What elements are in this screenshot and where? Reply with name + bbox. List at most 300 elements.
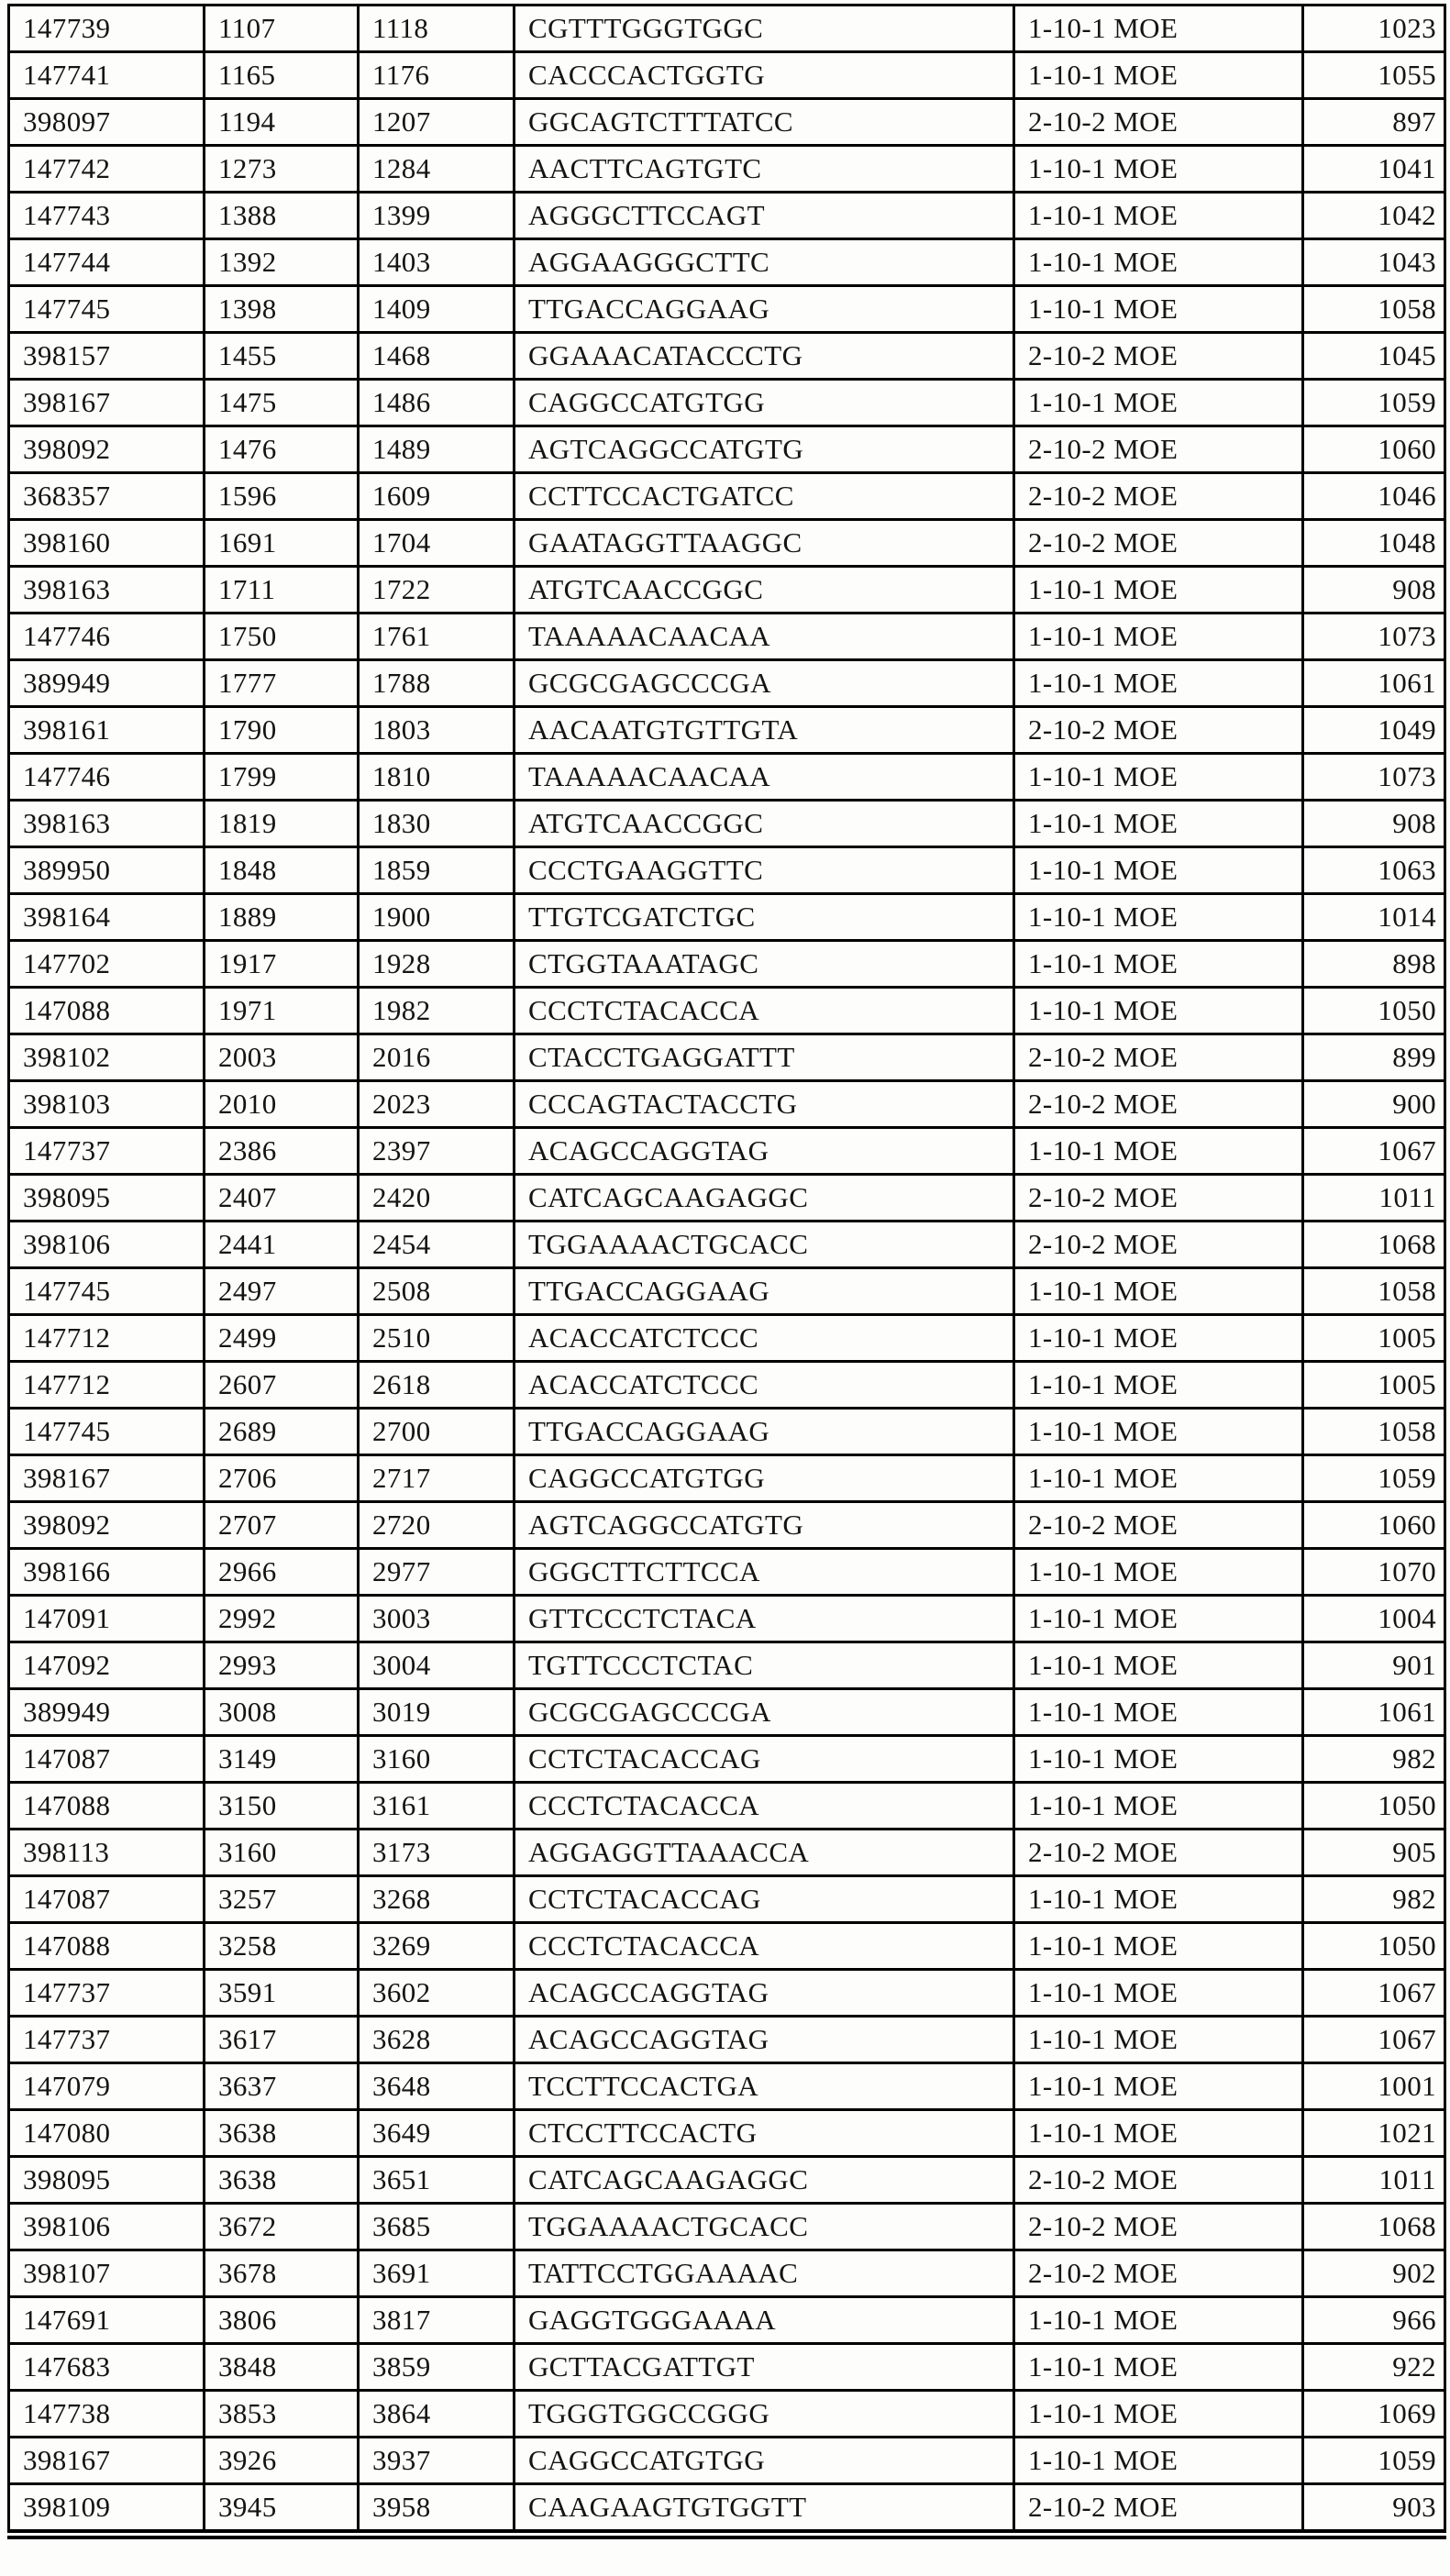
seq-id-no-cell: 1060 [1303, 1502, 1445, 1549]
stop-site-cell: 1176 [359, 52, 515, 99]
seq-id-no-cell: 1059 [1303, 380, 1445, 426]
start-site-cell: 3637 [205, 2063, 359, 2110]
isis-number-cell: 147091 [9, 1596, 205, 1642]
isis-number-cell: 398167 [9, 2438, 205, 2484]
table-row [9, 988, 1445, 1034]
seq-id-no-cell: 1067 [1303, 1128, 1445, 1175]
table-row [9, 2063, 1445, 2110]
start-site-cell: 2707 [205, 1502, 359, 1549]
stop-site-cell: 3160 [359, 1736, 515, 1783]
start-site-cell: 1455 [205, 333, 359, 380]
table-body [9, 6, 1445, 2535]
sequence-cell: CCCTCTACACCA [515, 1783, 1014, 1830]
table-row [9, 1689, 1445, 1736]
table-row [9, 1128, 1445, 1175]
chemistry-cell: 2-10-2 MOE [1014, 2204, 1303, 2250]
start-site-cell: 1889 [205, 894, 359, 941]
chemistry-cell: 1-10-1 MOE [1014, 1268, 1303, 1315]
isis-number-cell: 147712 [9, 1362, 205, 1409]
sequence-cell: CCCAGTACTACCTG [515, 1081, 1014, 1128]
chemistry-cell: 1-10-1 MOE [1014, 1596, 1303, 1642]
stop-site-cell: 1409 [359, 286, 515, 333]
stop-site-cell: 1761 [359, 614, 515, 660]
sequence-cell: CCCTCTACACCA [515, 988, 1014, 1034]
seq-id-no-cell: 1050 [1303, 1783, 1445, 1830]
stop-site-cell: 1704 [359, 520, 515, 567]
table-row [9, 2391, 1445, 2438]
chemistry-cell: 1-10-1 MOE [1014, 2110, 1303, 2157]
chemistry-cell: 2-10-2 MOE [1014, 2157, 1303, 2204]
stop-site-cell: 2700 [359, 1409, 515, 1455]
chemistry-cell: 1-10-1 MOE [1014, 380, 1303, 426]
stop-site-cell: 1207 [359, 99, 515, 146]
table-row [9, 2204, 1445, 2250]
sequence-cell: GGCAGTCTTTATCC [515, 99, 1014, 146]
start-site-cell: 3008 [205, 1689, 359, 1736]
table-row [9, 754, 1445, 801]
stop-site-cell: 3691 [359, 2250, 515, 2297]
table-row [9, 1736, 1445, 1783]
chemistry-cell: 1-10-1 MOE [1014, 941, 1303, 988]
start-site-cell: 1596 [205, 473, 359, 520]
seq-id-no-cell: 899 [1303, 1034, 1445, 1081]
isis-number-cell: 147737 [9, 2017, 205, 2063]
sequence-cell: TAAAAACAACAA [515, 614, 1014, 660]
chemistry-cell: 1-10-1 MOE [1014, 1409, 1303, 1455]
start-site-cell: 1848 [205, 847, 359, 894]
start-site-cell: 1476 [205, 426, 359, 473]
start-site-cell: 3638 [205, 2157, 359, 2204]
start-site-cell: 3257 [205, 1876, 359, 1923]
chemistry-cell: 1-10-1 MOE [1014, 1970, 1303, 2017]
stop-site-cell: 3173 [359, 1830, 515, 1876]
table-row [9, 1222, 1445, 1268]
table-row [9, 1409, 1445, 1455]
sequence-cell: CTGGTAAATAGC [515, 941, 1014, 988]
seq-id-no-cell: 1070 [1303, 1549, 1445, 1596]
isis-number-cell: 147745 [9, 1268, 205, 1315]
isis-number-cell: 398095 [9, 1175, 205, 1222]
table-row [9, 1081, 1445, 1128]
isis-number-cell: 398166 [9, 1549, 205, 1596]
table-row [9, 426, 1445, 473]
chemistry-cell: 1-10-1 MOE [1014, 2344, 1303, 2391]
stop-site-cell: 1810 [359, 754, 515, 801]
table-row [9, 1315, 1445, 1362]
isis-number-cell: 147746 [9, 614, 205, 660]
table-row [9, 801, 1445, 847]
isis-number-cell: 398092 [9, 426, 205, 473]
stop-site-cell: 3958 [359, 2484, 515, 2535]
stop-site-cell: 1830 [359, 801, 515, 847]
table-row [9, 1502, 1445, 1549]
seq-id-no-cell: 1068 [1303, 2204, 1445, 2250]
seq-id-no-cell: 1067 [1303, 2017, 1445, 2063]
stop-site-cell: 3859 [359, 2344, 515, 2391]
start-site-cell: 2966 [205, 1549, 359, 1596]
seq-id-no-cell: 1060 [1303, 426, 1445, 473]
start-site-cell: 1777 [205, 660, 359, 707]
chemistry-cell: 1-10-1 MOE [1014, 1783, 1303, 1830]
start-site-cell: 1475 [205, 380, 359, 426]
stop-site-cell: 3937 [359, 2438, 515, 2484]
start-site-cell: 1107 [205, 6, 359, 52]
chemistry-cell: 1-10-1 MOE [1014, 1689, 1303, 1736]
chemistry-cell: 2-10-2 MOE [1014, 2484, 1303, 2535]
start-site-cell: 1750 [205, 614, 359, 660]
seq-id-no-cell: 982 [1303, 1876, 1445, 1923]
sequence-cell: ACAGCCAGGTAG [515, 1970, 1014, 2017]
table-row [9, 2017, 1445, 2063]
isis-number-cell: 147737 [9, 1970, 205, 2017]
sequence-cell: CATCAGCAAGAGGC [515, 1175, 1014, 1222]
sequence-cell: ACAGCCAGGTAG [515, 2017, 1014, 2063]
isis-number-cell: 147702 [9, 941, 205, 988]
start-site-cell: 2689 [205, 1409, 359, 1455]
chemistry-cell: 1-10-1 MOE [1014, 1315, 1303, 1362]
stop-site-cell: 1284 [359, 146, 515, 193]
start-site-cell: 1799 [205, 754, 359, 801]
sequence-cell: TTGACCAGGAAG [515, 286, 1014, 333]
chemistry-cell: 1-10-1 MOE [1014, 1128, 1303, 1175]
chemistry-cell: 2-10-2 MOE [1014, 1830, 1303, 1876]
sequence-cell: AGTCAGGCCATGTG [515, 1502, 1014, 1549]
seq-id-no-cell: 1043 [1303, 239, 1445, 286]
seq-id-no-cell: 1021 [1303, 2110, 1445, 2157]
sequence-cell: TAAAAACAACAA [515, 754, 1014, 801]
stop-site-cell: 2720 [359, 1502, 515, 1549]
seq-id-no-cell: 1048 [1303, 520, 1445, 567]
chemistry-cell: 1-10-1 MOE [1014, 847, 1303, 894]
table-row [9, 1455, 1445, 1502]
start-site-cell: 1194 [205, 99, 359, 146]
table-row [9, 2484, 1445, 2535]
chemistry-cell: 1-10-1 MOE [1014, 1455, 1303, 1502]
chemistry-cell: 2-10-2 MOE [1014, 520, 1303, 567]
stop-site-cell: 2717 [359, 1455, 515, 1502]
table-row [9, 1830, 1445, 1876]
stop-site-cell: 1609 [359, 473, 515, 520]
start-site-cell: 2407 [205, 1175, 359, 1222]
table-row [9, 193, 1445, 239]
sequence-cell: ATGTCAACCGGC [515, 567, 1014, 614]
table-row [9, 2438, 1445, 2484]
sequence-cell: GAGGTGGGAAAA [515, 2297, 1014, 2344]
stop-site-cell: 2510 [359, 1315, 515, 1362]
chemistry-cell: 1-10-1 MOE [1014, 2297, 1303, 2344]
isis-number-cell: 147088 [9, 1783, 205, 1830]
stop-site-cell: 3269 [359, 1923, 515, 1970]
isis-number-cell: 147744 [9, 239, 205, 286]
start-site-cell: 3678 [205, 2250, 359, 2297]
chemistry-cell: 1-10-1 MOE [1014, 801, 1303, 847]
stop-site-cell: 2016 [359, 1034, 515, 1081]
table-row [9, 6, 1445, 52]
seq-id-no-cell: 897 [1303, 99, 1445, 146]
chemistry-cell: 2-10-2 MOE [1014, 1034, 1303, 1081]
isis-number-cell: 398097 [9, 99, 205, 146]
seq-id-no-cell: 1073 [1303, 614, 1445, 660]
seq-id-no-cell: 901 [1303, 1642, 1445, 1689]
table-row [9, 660, 1445, 707]
chemistry-cell: 1-10-1 MOE [1014, 1923, 1303, 1970]
seq-id-no-cell: 982 [1303, 1736, 1445, 1783]
isis-number-cell: 147712 [9, 1315, 205, 1362]
start-site-cell: 1971 [205, 988, 359, 1034]
table-row [9, 1876, 1445, 1923]
seq-id-no-cell: 1011 [1303, 1175, 1445, 1222]
table-row [9, 146, 1445, 193]
start-site-cell: 2499 [205, 1315, 359, 1362]
isis-number-cell: 147088 [9, 1923, 205, 1970]
start-site-cell: 1790 [205, 707, 359, 754]
start-site-cell: 2497 [205, 1268, 359, 1315]
stop-site-cell: 3685 [359, 2204, 515, 2250]
seq-id-no-cell: 905 [1303, 1830, 1445, 1876]
isis-number-cell: 147739 [9, 6, 205, 52]
chemistry-cell: 2-10-2 MOE [1014, 333, 1303, 380]
oligonucleotide-sequence-table [7, 4, 1446, 2539]
chemistry-cell: 1-10-1 MOE [1014, 1549, 1303, 1596]
table-row [9, 333, 1445, 380]
sequence-cell: TGGAAAACTGCACC [515, 2204, 1014, 2250]
start-site-cell: 1711 [205, 567, 359, 614]
start-site-cell: 3258 [205, 1923, 359, 1970]
stop-site-cell: 1399 [359, 193, 515, 239]
stop-site-cell: 3161 [359, 1783, 515, 1830]
start-site-cell: 1165 [205, 52, 359, 99]
sequence-cell: CTCCTTCCACTG [515, 2110, 1014, 2157]
seq-id-no-cell: 1068 [1303, 1222, 1445, 1268]
table-row [9, 1549, 1445, 1596]
table-row [9, 1034, 1445, 1081]
table-row [9, 286, 1445, 333]
stop-site-cell: 3602 [359, 1970, 515, 2017]
start-site-cell: 1398 [205, 286, 359, 333]
start-site-cell: 1917 [205, 941, 359, 988]
chemistry-cell: 2-10-2 MOE [1014, 99, 1303, 146]
seq-id-no-cell: 1014 [1303, 894, 1445, 941]
seq-id-no-cell: 1045 [1303, 333, 1445, 380]
isis-number-cell: 147079 [9, 2063, 205, 2110]
sequence-cell: GAATAGGTTAAGGC [515, 520, 1014, 567]
stop-site-cell: 1468 [359, 333, 515, 380]
stop-site-cell: 2618 [359, 1362, 515, 1409]
table-row [9, 1175, 1445, 1222]
sequence-cell: CGTTTGGGTGGC [515, 6, 1014, 52]
start-site-cell: 2010 [205, 1081, 359, 1128]
chemistry-cell: 1-10-1 MOE [1014, 146, 1303, 193]
chemistry-cell: 1-10-1 MOE [1014, 567, 1303, 614]
sequence-cell: CATCAGCAAGAGGC [515, 2157, 1014, 2204]
seq-id-no-cell: 1061 [1303, 1689, 1445, 1736]
stop-site-cell: 3651 [359, 2157, 515, 2204]
table-row [9, 2250, 1445, 2297]
isis-number-cell: 398163 [9, 567, 205, 614]
seq-id-no-cell: 900 [1303, 1081, 1445, 1128]
isis-number-cell: 147743 [9, 193, 205, 239]
stop-site-cell: 3649 [359, 2110, 515, 2157]
seq-id-no-cell: 908 [1303, 801, 1445, 847]
isis-number-cell: 389949 [9, 1689, 205, 1736]
table-row [9, 52, 1445, 99]
stop-site-cell: 3004 [359, 1642, 515, 1689]
seq-id-no-cell: 922 [1303, 2344, 1445, 2391]
start-site-cell: 3149 [205, 1736, 359, 1783]
sequence-cell: CCCTCTACACCA [515, 1923, 1014, 1970]
sequence-cell: AGGAAGGGCTTC [515, 239, 1014, 286]
sequence-cell: GGAAACATACCCTG [515, 333, 1014, 380]
sequence-cell: ATGTCAACCGGC [515, 801, 1014, 847]
chemistry-cell: 2-10-2 MOE [1014, 1222, 1303, 1268]
chemistry-cell: 2-10-2 MOE [1014, 1175, 1303, 1222]
isis-number-cell: 398106 [9, 1222, 205, 1268]
seq-id-no-cell: 966 [1303, 2297, 1445, 2344]
start-site-cell: 3853 [205, 2391, 359, 2438]
stop-site-cell: 3817 [359, 2297, 515, 2344]
seq-id-no-cell: 1058 [1303, 286, 1445, 333]
sequence-cell: CAAGAAGTGTGGTT [515, 2484, 1014, 2535]
isis-number-cell: 147087 [9, 1736, 205, 1783]
table-row [9, 894, 1445, 941]
sequence-cell: CAGGCCATGTGG [515, 380, 1014, 426]
table-row [9, 1362, 1445, 1409]
sequence-cell: CAGGCCATGTGG [515, 2438, 1014, 2484]
stop-site-cell: 1118 [359, 6, 515, 52]
stop-site-cell: 2023 [359, 1081, 515, 1128]
chemistry-cell: 1-10-1 MOE [1014, 286, 1303, 333]
isis-number-cell: 398092 [9, 1502, 205, 1549]
seq-id-no-cell: 1011 [1303, 2157, 1445, 2204]
stop-site-cell: 1722 [359, 567, 515, 614]
isis-number-cell: 398113 [9, 1830, 205, 1876]
stop-site-cell: 1928 [359, 941, 515, 988]
sequence-cell: ACACCATCTCCC [515, 1315, 1014, 1362]
chemistry-cell: 1-10-1 MOE [1014, 6, 1303, 52]
sequence-cell: CAGGCCATGTGG [515, 1455, 1014, 1502]
sequence-cell: AGGGCTTCCAGT [515, 193, 1014, 239]
sequence-cell: AACAATGTGTTGTA [515, 707, 1014, 754]
isis-number-cell: 368357 [9, 473, 205, 520]
sequence-cell: ACAGCCAGGTAG [515, 1128, 1014, 1175]
stop-site-cell: 3003 [359, 1596, 515, 1642]
seq-id-no-cell: 1042 [1303, 193, 1445, 239]
seq-id-no-cell: 1063 [1303, 847, 1445, 894]
isis-number-cell: 398160 [9, 520, 205, 567]
isis-number-cell: 398157 [9, 333, 205, 380]
chemistry-cell: 1-10-1 MOE [1014, 1642, 1303, 1689]
seq-id-no-cell: 1001 [1303, 2063, 1445, 2110]
seq-id-no-cell: 1069 [1303, 2391, 1445, 2438]
start-site-cell: 3672 [205, 2204, 359, 2250]
seq-id-no-cell: 1059 [1303, 1455, 1445, 1502]
seq-id-no-cell: 1046 [1303, 473, 1445, 520]
isis-number-cell: 398103 [9, 1081, 205, 1128]
start-site-cell: 1388 [205, 193, 359, 239]
table-row [9, 1783, 1445, 1830]
stop-site-cell: 2420 [359, 1175, 515, 1222]
start-site-cell: 2386 [205, 1128, 359, 1175]
sequence-cell: TTGTCGATCTGC [515, 894, 1014, 941]
sequence-cell: CCTCTACACCAG [515, 1736, 1014, 1783]
start-site-cell: 2992 [205, 1596, 359, 1642]
stop-site-cell: 2508 [359, 1268, 515, 1315]
seq-id-no-cell: 1005 [1303, 1362, 1445, 1409]
chemistry-cell: 1-10-1 MOE [1014, 2438, 1303, 2484]
chemistry-cell: 2-10-2 MOE [1014, 1081, 1303, 1128]
chemistry-cell: 2-10-2 MOE [1014, 1502, 1303, 1549]
start-site-cell: 3591 [205, 1970, 359, 2017]
sequence-cell: TGGAAAACTGCACC [515, 1222, 1014, 1268]
start-site-cell: 1392 [205, 239, 359, 286]
start-site-cell: 1819 [205, 801, 359, 847]
table-row [9, 941, 1445, 988]
chemistry-cell: 1-10-1 MOE [1014, 614, 1303, 660]
isis-number-cell: 398164 [9, 894, 205, 941]
chemistry-cell: 1-10-1 MOE [1014, 754, 1303, 801]
isis-number-cell: 398109 [9, 2484, 205, 2535]
start-site-cell: 3638 [205, 2110, 359, 2157]
chemistry-cell: 1-10-1 MOE [1014, 1736, 1303, 1783]
isis-number-cell: 147745 [9, 286, 205, 333]
sequence-cell: TTGACCAGGAAG [515, 1409, 1014, 1455]
seq-id-no-cell: 1061 [1303, 660, 1445, 707]
seq-id-no-cell: 1058 [1303, 1268, 1445, 1315]
isis-number-cell: 147742 [9, 146, 205, 193]
table-row [9, 1970, 1445, 2017]
sequence-cell: CTACCTGAGGATTT [515, 1034, 1014, 1081]
stop-site-cell: 1803 [359, 707, 515, 754]
isis-number-cell: 147683 [9, 2344, 205, 2391]
start-site-cell: 3806 [205, 2297, 359, 2344]
stop-site-cell: 3019 [359, 1689, 515, 1736]
table-row [9, 1642, 1445, 1689]
table-row [9, 239, 1445, 286]
table-row [9, 2157, 1445, 2204]
stop-site-cell: 1900 [359, 894, 515, 941]
isis-number-cell: 398167 [9, 1455, 205, 1502]
sequence-cell: CACCCACTGGTG [515, 52, 1014, 99]
start-site-cell: 3160 [205, 1830, 359, 1876]
start-site-cell: 1273 [205, 146, 359, 193]
stop-site-cell: 1403 [359, 239, 515, 286]
table-row [9, 473, 1445, 520]
start-site-cell: 3945 [205, 2484, 359, 2535]
seq-id-no-cell: 903 [1303, 2484, 1445, 2535]
isis-number-cell: 147737 [9, 1128, 205, 1175]
stop-site-cell: 1859 [359, 847, 515, 894]
chemistry-cell: 1-10-1 MOE [1014, 52, 1303, 99]
chemistry-cell: 1-10-1 MOE [1014, 239, 1303, 286]
isis-number-cell: 147092 [9, 1642, 205, 1689]
chemistry-cell: 1-10-1 MOE [1014, 2017, 1303, 2063]
sequence-cell: GCGCGAGCCCGA [515, 660, 1014, 707]
seq-id-no-cell: 898 [1303, 941, 1445, 988]
isis-number-cell: 147691 [9, 2297, 205, 2344]
isis-number-cell: 147088 [9, 988, 205, 1034]
table-row [9, 2297, 1445, 2344]
table-row [9, 380, 1445, 426]
chemistry-cell: 2-10-2 MOE [1014, 426, 1303, 473]
sequence-cell: ACACCATCTCCC [515, 1362, 1014, 1409]
isis-number-cell: 398163 [9, 801, 205, 847]
seq-id-no-cell: 1004 [1303, 1596, 1445, 1642]
stop-site-cell: 1982 [359, 988, 515, 1034]
chemistry-cell: 1-10-1 MOE [1014, 193, 1303, 239]
isis-number-cell: 389949 [9, 660, 205, 707]
seq-id-no-cell: 1050 [1303, 988, 1445, 1034]
chemistry-cell: 2-10-2 MOE [1014, 707, 1303, 754]
